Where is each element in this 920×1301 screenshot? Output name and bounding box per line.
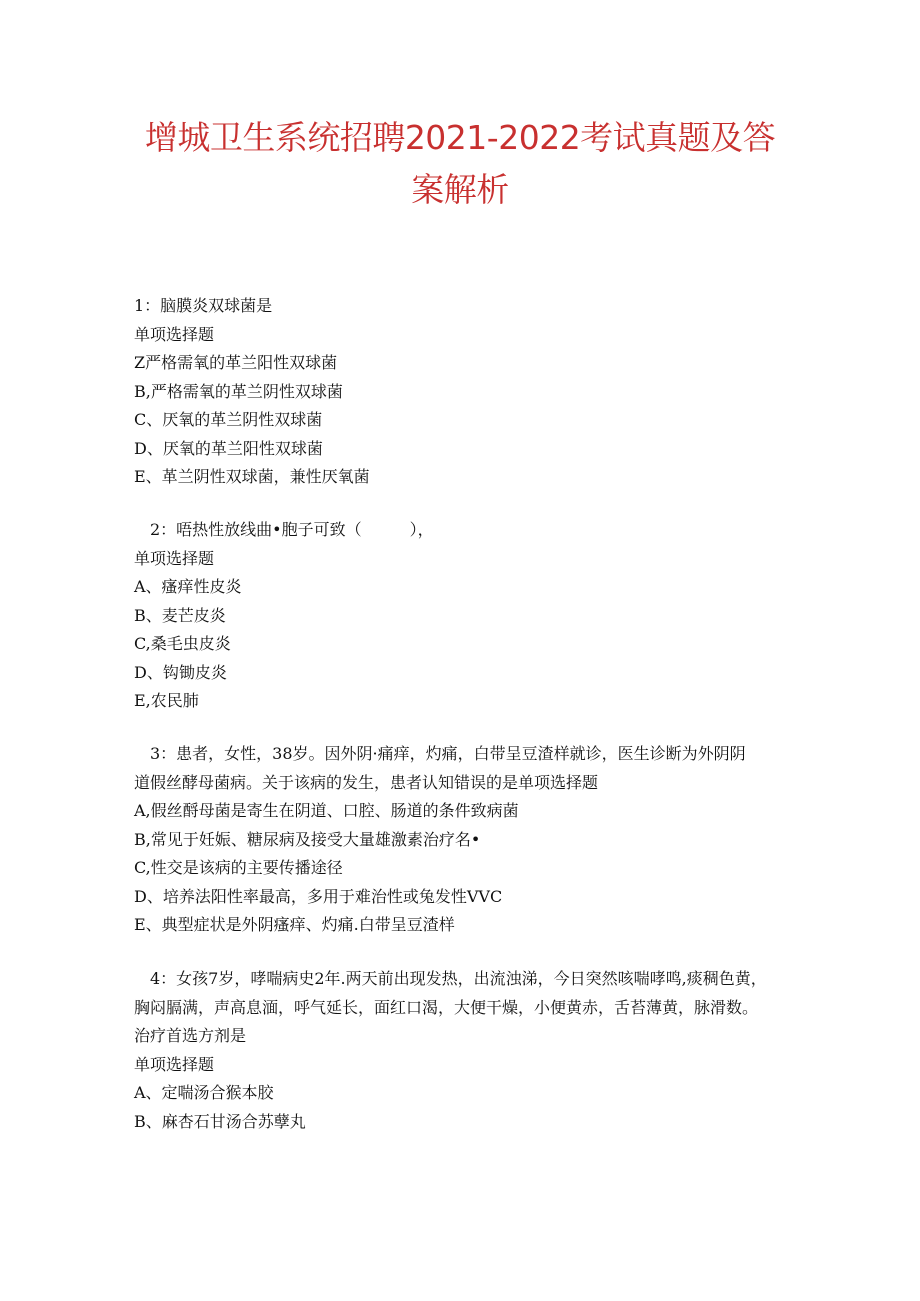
question-stem-line3: 治疗首选方剂是 bbox=[134, 1026, 247, 1045]
option-c: C、厌氧的革兰阴性双球菌 bbox=[134, 410, 323, 429]
document-title-line1: 增城卫生系统招聘2021-2022考试真题及答 bbox=[144, 118, 776, 157]
option-c: C,性交是该病的主要传播途径 bbox=[134, 858, 343, 877]
option-c: C,桑毛虫皮炎 bbox=[134, 634, 231, 653]
question-type: 单项选择题 bbox=[134, 324, 215, 344]
option-e: E、典型症状是外阴瘙痒、灼痛.白带呈豆渣样 bbox=[134, 915, 455, 934]
question-type: 单项选择题 bbox=[134, 1054, 215, 1074]
question-3 bbox=[134, 740, 810, 940]
option-d: D、钩锄皮炎 bbox=[134, 662, 227, 682]
option-a: A、瘙痒性皮炎 bbox=[134, 577, 242, 596]
question-stem: 1：脑膜炎双球菌是 bbox=[134, 296, 273, 315]
option-b: B,常见于妊娠、糖尿病及接受大量雄激素治疗名• bbox=[134, 829, 481, 849]
option-b: B、麻杏石甘汤合苏孽丸 bbox=[134, 1111, 306, 1131]
question-4 bbox=[134, 965, 810, 1136]
question-1 bbox=[134, 292, 810, 492]
question-stem-line2: 道假丝酵母菌病。关于该病的发生，患者认知错误的是单项选择题 bbox=[134, 772, 599, 792]
option-a: A,假丝酹母菌是寄生在阴道、口腔、肠道的条件致病菌 bbox=[134, 801, 519, 820]
option-a: Z严格需氧的革兰阳性双球菌 bbox=[134, 353, 338, 372]
question-2 bbox=[134, 516, 810, 716]
option-b: B、麦芒皮炎 bbox=[134, 605, 226, 625]
question-type: 单项选择题 bbox=[134, 548, 215, 568]
question-stem-line1: 4：女孩7岁，哮喘病史2年.两天前出现发热，出流浊涕，今日突然咳喘哮鸣,痰稠色黄， bbox=[150, 969, 767, 988]
option-d: D、培养法阳性率最高，多用于难治性或兔发性VVC bbox=[134, 886, 503, 906]
question-stem-line1: 3：患者，女性，38岁。因外阴·痛痒，灼痛，白带呈豆渣样就诊，医生诊断为外阴阴 bbox=[150, 744, 746, 763]
option-e: E,农民肺 bbox=[134, 691, 199, 710]
option-b: B,严格需氧的革兰阴性双球菌 bbox=[134, 381, 343, 401]
option-d: D、厌氧的革兰阳性双球菌 bbox=[134, 438, 323, 458]
option-e: E、革兰阴性双球菌，兼性厌氧菌 bbox=[134, 467, 370, 486]
question-stem-line2: 胸闷膈满，声高息湎，呼气延长，面红口渴，大便干燥，小便黄赤，舌苔薄黄，脉滑数。 bbox=[134, 997, 759, 1017]
question-stem: 2：唔热性放线曲•胞子可致（ ）， bbox=[150, 520, 434, 539]
document-title-line2: 案解析 bbox=[411, 170, 509, 209]
option-a: A、定喘汤合猴本胶 bbox=[134, 1083, 274, 1102]
